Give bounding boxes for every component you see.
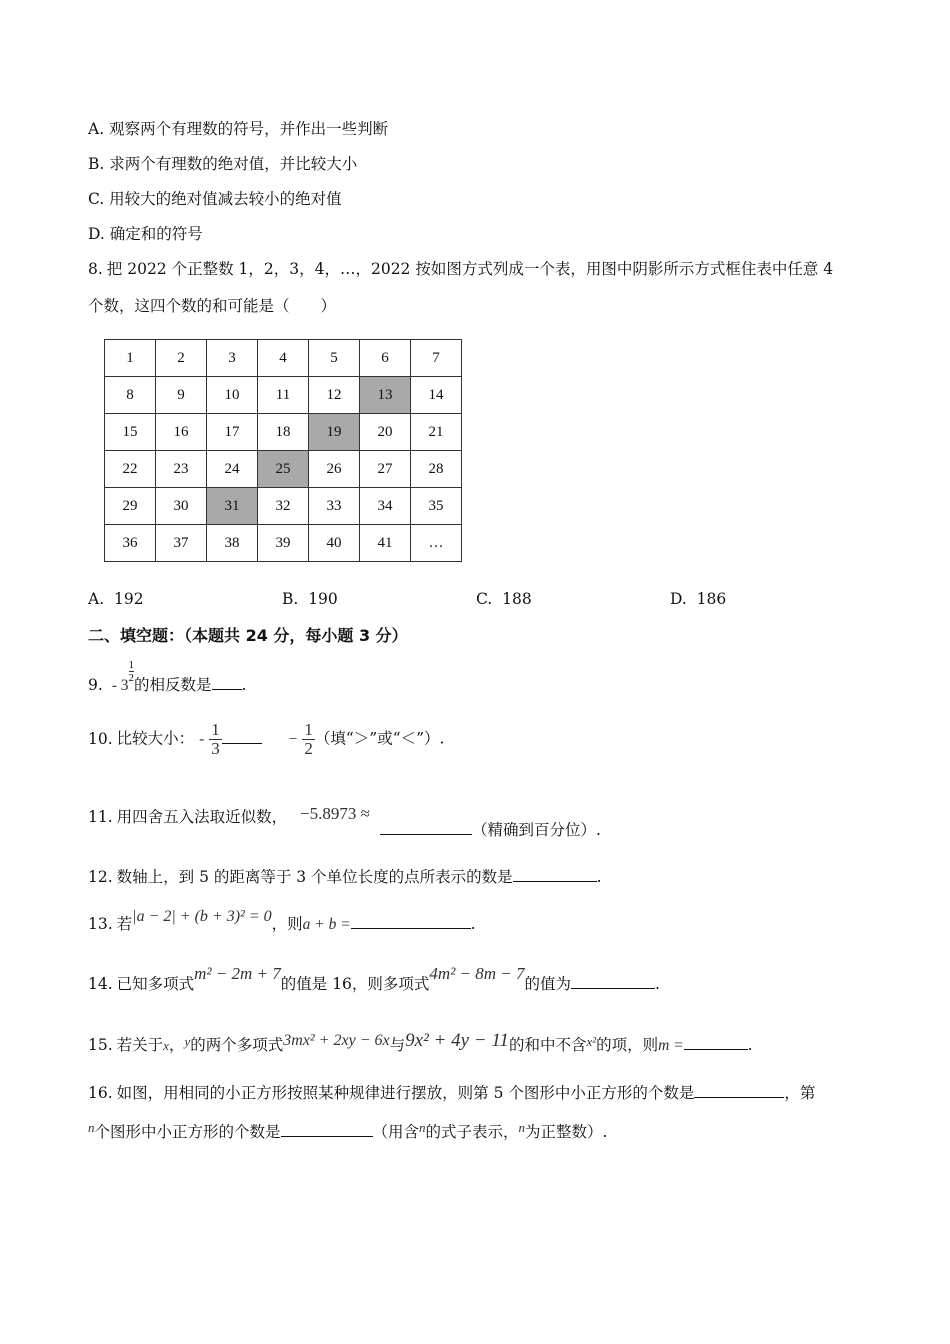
grid-row xyxy=(105,451,462,488)
grid-cell: 29 xyxy=(105,488,156,525)
q15-mid3: 的项，则 xyxy=(596,1036,659,1054)
q10-fraction-b xyxy=(302,721,315,758)
fraction-numerator: 1 xyxy=(211,720,220,739)
grid-cell: 12 xyxy=(309,377,360,414)
q16-var-n: n xyxy=(419,1120,426,1135)
q9-end: . xyxy=(241,676,247,694)
option-c xyxy=(88,188,342,210)
q12-text: 数轴上，到 5 的距离等于 3 个单位长度的点所表示的数是 xyxy=(116,868,513,886)
q16-line2 xyxy=(88,1120,607,1144)
grid-cell: 36 xyxy=(105,525,156,562)
q16-line1 xyxy=(88,1081,815,1104)
grid-cell: 17 xyxy=(207,414,258,451)
fraction-numerator: 1 xyxy=(128,659,135,671)
option-a xyxy=(88,118,388,140)
q16-text2d: 为正整数）. xyxy=(525,1123,608,1141)
grid-cell: 16 xyxy=(156,414,207,451)
q14-end: . xyxy=(655,975,660,993)
grid-cell: 38 xyxy=(207,525,258,562)
q11-expression: −5.8973 ≈ xyxy=(300,804,370,823)
q10-answer-blank[interactable] xyxy=(222,727,262,744)
q15 xyxy=(88,1030,753,1057)
q12-number: 12. xyxy=(88,868,113,886)
q8-text1: 把 2022 个正整数 1，2，3，4，…，2022 按如图方式列成一个表，用图中阴影所示方式框住表中任意 4 xyxy=(106,260,834,278)
q14-post: 的值为 xyxy=(524,975,572,993)
q10-suffix: （填“＞”或“＜”）. xyxy=(314,729,445,748)
grid-cell: 11 xyxy=(258,377,309,414)
option-value: 192 xyxy=(113,590,144,608)
grid-cell: 10 xyxy=(207,377,258,414)
q10-sign-a: - xyxy=(199,730,205,748)
section-heading: 二、填空题：（本题共 24 分，每小题 3 分） xyxy=(88,626,408,645)
q8-text2: 个数，这四个数的和可能是（ ） xyxy=(88,297,337,315)
q14 xyxy=(88,964,660,995)
q15-mid2: 的和中不含 xyxy=(508,1036,587,1054)
grid-row xyxy=(105,340,462,377)
q14-expression2: 4m² − 8m − 7 xyxy=(429,964,525,983)
q16-var-n: n xyxy=(518,1120,526,1135)
q10-fraction-a xyxy=(209,721,222,758)
q15-answer-blank[interactable] xyxy=(684,1033,748,1050)
q15-var-x: x xyxy=(163,1038,169,1053)
q11-answer-blank[interactable] xyxy=(380,818,472,835)
grid-row xyxy=(105,414,462,451)
grid-cell-shaded: 19 xyxy=(309,414,360,451)
fraction-denominator: 2 xyxy=(128,672,135,684)
q9-answer-blank[interactable] xyxy=(212,673,242,690)
grid-cell: 5 xyxy=(309,340,360,377)
q13-end: . xyxy=(470,915,476,933)
q8-line2 xyxy=(88,295,336,317)
grid-cell: 14 xyxy=(411,377,462,414)
grid-cell: 32 xyxy=(258,488,309,525)
grid-cell: 7 xyxy=(411,340,462,377)
fraction-denominator: 2 xyxy=(304,739,313,758)
q15-expression2: 9x² + 4y − 11 xyxy=(405,1030,509,1051)
grid-cell: 18 xyxy=(258,414,309,451)
grid-cell: 28 xyxy=(411,451,462,488)
q15-mid1: 的两个多项式 xyxy=(190,1036,284,1054)
grid-cell: 30 xyxy=(156,488,207,525)
q16-text1: 如图，用相同的小正方形按照某种规律进行摆放，则第 5 个图形中小正方形的个数是 xyxy=(116,1084,695,1102)
grid-cell: 4 xyxy=(258,340,309,377)
grid-cell: 34 xyxy=(360,488,411,525)
q9-text: 的相反数是 xyxy=(134,676,212,694)
q13-answer-blank[interactable] xyxy=(351,912,471,929)
q9-number: 9. xyxy=(88,676,103,694)
option-letter: C. xyxy=(476,590,493,608)
grid-cell: 20 xyxy=(360,414,411,451)
grid-cell-shaded: 31 xyxy=(207,488,258,525)
grid-cell-shaded: 13 xyxy=(360,377,411,414)
option-letter: A. xyxy=(88,120,105,138)
q8-number: 8. xyxy=(88,260,103,278)
q16-answer-blank-1[interactable] xyxy=(694,1081,784,1098)
q11-number: 11. xyxy=(88,808,113,826)
q12-end: . xyxy=(596,868,602,886)
option-text: 求两个有理数的绝对值，并比较大小 xyxy=(109,155,358,173)
option-value: 190 xyxy=(308,590,338,608)
grid-row xyxy=(105,488,462,525)
q9-fraction xyxy=(129,659,135,684)
option-letter: A. xyxy=(88,590,105,608)
grid-cell: 35 xyxy=(411,488,462,525)
q13-mid: ，则 xyxy=(271,915,303,933)
option-d xyxy=(88,223,203,245)
q10-prefix: 比较大小： xyxy=(116,729,195,748)
option-b xyxy=(88,153,357,175)
grid-row xyxy=(105,525,462,562)
option-letter: B. xyxy=(88,155,105,173)
grid-cell: 23 xyxy=(156,451,207,488)
q15-pre: 若关于 xyxy=(116,1036,164,1054)
grid-cell-shaded: 25 xyxy=(258,451,309,488)
grid-cell: 21 xyxy=(411,414,462,451)
q10-sign-b: − xyxy=(288,730,298,748)
fraction-denominator: 3 xyxy=(211,739,220,758)
q11-tail xyxy=(380,818,601,841)
grid-cell: 8 xyxy=(105,377,156,414)
q11-suffix: （精确到百分位）. xyxy=(472,821,601,839)
q14-mid: 的值是 16，则多项式 xyxy=(280,975,430,993)
q16-text2a: 个图形中小正方形的个数是 xyxy=(94,1123,281,1141)
q13-expression2: a + b = xyxy=(302,916,351,933)
q9-mixed-number: - 3 xyxy=(111,677,129,694)
q11-text: 用四舍五入法取近似数， xyxy=(116,808,288,826)
q16-var-n: n xyxy=(88,1120,95,1135)
q16-answer-blank-2[interactable] xyxy=(281,1120,373,1137)
q9 xyxy=(88,659,247,698)
q14-pre: 已知多项式 xyxy=(116,975,195,993)
q13 xyxy=(88,908,476,936)
fraction-numerator: 1 xyxy=(304,720,313,739)
q16-text2c: 的式子表示， xyxy=(425,1123,519,1141)
option-letter: C. xyxy=(88,190,105,208)
q15-end: . xyxy=(747,1036,753,1054)
grid-cell: 22 xyxy=(105,451,156,488)
q14-number: 14. xyxy=(88,975,113,993)
q15-x-squared: x² xyxy=(586,1034,597,1049)
option-letter: D. xyxy=(670,590,687,608)
grid-cell: 26 xyxy=(309,451,360,488)
q12-answer-blank[interactable] xyxy=(513,865,597,882)
grid-cell: 1 xyxy=(105,340,156,377)
q8-option-c xyxy=(476,590,532,608)
q11 xyxy=(88,806,287,828)
option-text: 观察两个有理数的符号，并作出一些判断 xyxy=(109,120,389,138)
q16-number: 16. xyxy=(88,1084,113,1102)
number-grid-table xyxy=(104,339,462,562)
option-value: 188 xyxy=(502,590,532,608)
grid-cell: 40 xyxy=(309,525,360,562)
q13-pre: 若 xyxy=(116,915,133,933)
grid-cell: 39 xyxy=(258,525,309,562)
q8-option-a xyxy=(88,590,144,608)
q15-number: 15. xyxy=(88,1036,113,1054)
grid-cell: … xyxy=(411,525,462,562)
option-text: 确定和的符号 xyxy=(109,225,203,243)
q8-option-b xyxy=(282,590,338,608)
grid-cell: 9 xyxy=(156,377,207,414)
grid-cell: 15 xyxy=(105,414,156,451)
q13-expression: |a − 2| + (b + 3)² = 0 xyxy=(132,908,272,925)
q14-answer-blank[interactable] xyxy=(571,972,655,989)
grid-cell: 37 xyxy=(156,525,207,562)
q14-expression1: m² − 2m + 7 xyxy=(194,964,281,983)
q15-m: m = xyxy=(658,1037,684,1054)
grid-row xyxy=(105,377,462,414)
q13-number: 13. xyxy=(88,915,113,933)
option-text: 用较大的绝对值减去较小的绝对值 xyxy=(109,190,342,208)
q15-comma: ， xyxy=(168,1036,185,1054)
grid-cell: 27 xyxy=(360,451,411,488)
option-letter: B. xyxy=(282,590,299,608)
option-value: 186 xyxy=(696,590,727,608)
q8-line1 xyxy=(88,258,833,280)
grid-cell: 33 xyxy=(309,488,360,525)
q12 xyxy=(88,865,602,888)
q16-text2b: （用含 xyxy=(372,1123,420,1141)
grid-cell: 24 xyxy=(207,451,258,488)
grid-cell: 3 xyxy=(207,340,258,377)
q10 xyxy=(88,721,444,758)
q15-expression1: 3mx² + 2xy − 6x xyxy=(283,1032,390,1049)
q10-number: 10. xyxy=(88,729,113,748)
option-letter: D. xyxy=(88,225,105,243)
grid-cell: 41 xyxy=(360,525,411,562)
q16-comma: ，第 xyxy=(784,1084,816,1102)
q8-option-d xyxy=(670,590,726,608)
grid-cell: 2 xyxy=(156,340,207,377)
grid-cell: 6 xyxy=(360,340,411,377)
q15-and: 与 xyxy=(389,1036,406,1054)
q15-var-y: y xyxy=(184,1034,191,1049)
